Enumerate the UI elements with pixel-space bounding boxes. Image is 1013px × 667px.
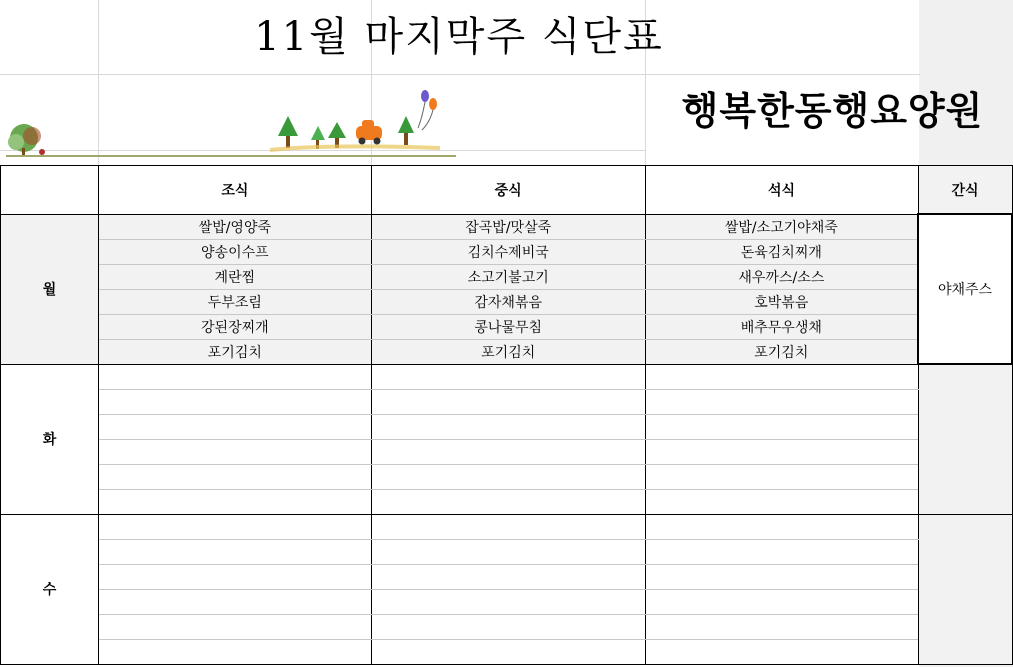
table-row	[1, 514, 1013, 539]
table-row	[1, 389, 1013, 414]
dinner-item[interactable]	[645, 464, 918, 489]
lunch-item[interactable]: 김치수제비국	[371, 239, 645, 264]
lunch-item[interactable]	[371, 589, 645, 614]
lunch-item[interactable]	[371, 389, 645, 414]
breakfast-item[interactable]	[98, 639, 371, 664]
table-row	[1, 564, 1013, 589]
bush-icon	[8, 124, 45, 156]
lunch-item[interactable]: 콩나물무침	[371, 314, 645, 339]
lunch-item[interactable]: 잡곡밥/맛살죽	[371, 214, 645, 239]
breakfast-item[interactable]	[98, 439, 371, 464]
lunch-item[interactable]	[371, 489, 645, 514]
organization-name[interactable]: 행복한동행요양원	[681, 89, 984, 133]
table-row	[1, 364, 1013, 389]
table-row	[1, 489, 1013, 514]
decorative-banner	[0, 78, 460, 164]
corner-cell[interactable]	[1, 166, 99, 215]
dinner-item[interactable]: 돈육김치찌개	[645, 239, 918, 264]
lunch-item[interactable]	[371, 614, 645, 639]
lunch-item[interactable]: 감자채볶음	[371, 289, 645, 314]
table-row	[1, 239, 1013, 264]
road-decoration	[270, 146, 440, 150]
breakfast-item[interactable]	[98, 489, 371, 514]
dinner-item[interactable]	[645, 364, 918, 389]
breakfast-item[interactable]: 쌀밥/영양죽	[98, 214, 371, 239]
table-row	[1, 264, 1013, 289]
breakfast-item[interactable]	[98, 589, 371, 614]
meal-header-3[interactable]: 간식	[918, 166, 1012, 215]
table-row	[1, 289, 1013, 314]
lunch-item[interactable]: 포기김치	[371, 339, 645, 364]
tree-icon	[328, 122, 346, 148]
dinner-item[interactable]	[645, 539, 918, 564]
lunch-item[interactable]	[371, 564, 645, 589]
dinner-item[interactable]	[645, 514, 918, 539]
tree-icon	[278, 116, 298, 148]
table-row	[1, 414, 1013, 439]
table-row	[1, 339, 1013, 364]
dinner-item[interactable]	[645, 439, 918, 464]
balloon-icon	[418, 90, 437, 130]
dinner-item[interactable]: 쌀밥/소고기야채죽	[645, 214, 918, 239]
breakfast-item[interactable]	[98, 539, 371, 564]
menu-table	[0, 165, 1013, 665]
dinner-item[interactable]	[645, 389, 918, 414]
table-row	[1, 639, 1013, 664]
breakfast-item[interactable]: 두부조림	[98, 289, 371, 314]
breakfast-item[interactable]	[98, 389, 371, 414]
lunch-item[interactable]	[371, 539, 645, 564]
dinner-item[interactable]	[645, 564, 918, 589]
table-row	[1, 439, 1013, 464]
lunch-item[interactable]: 소고기불고기	[371, 264, 645, 289]
dinner-item[interactable]	[645, 589, 918, 614]
dinner-item[interactable]	[645, 489, 918, 514]
breakfast-item[interactable]	[98, 364, 371, 389]
breakfast-item[interactable]	[98, 614, 371, 639]
dinner-item[interactable]: 호박볶음	[645, 289, 918, 314]
dinner-item[interactable]	[645, 414, 918, 439]
breakfast-item[interactable]	[98, 464, 371, 489]
dinner-item[interactable]: 새우까스/소스	[645, 264, 918, 289]
meal-header-1[interactable]: 중식	[371, 166, 645, 215]
snack-cell[interactable]	[918, 514, 1012, 664]
breakfast-item[interactable]: 계란찜	[98, 264, 371, 289]
table-row	[1, 539, 1013, 564]
header-row	[1, 166, 1013, 215]
lunch-item[interactable]	[371, 464, 645, 489]
gridline	[0, 74, 920, 75]
breakfast-item[interactable]	[98, 514, 371, 539]
tree-icon	[398, 116, 414, 145]
meal-header-2[interactable]: 석식	[645, 166, 918, 215]
snack-cell[interactable]: 야채주스	[918, 214, 1012, 364]
day-label[interactable]: 월	[1, 214, 99, 364]
breakfast-item[interactable]: 강된장찌개	[98, 314, 371, 339]
dinner-item[interactable]	[645, 614, 918, 639]
dinner-item[interactable]	[645, 639, 918, 664]
table-row	[1, 464, 1013, 489]
car-icon	[356, 120, 382, 145]
day-label[interactable]: 화	[1, 364, 99, 514]
dinner-item[interactable]: 포기김치	[645, 339, 918, 364]
breakfast-item[interactable]: 포기김치	[98, 339, 371, 364]
menu-title[interactable]: 11월 마지막주 식단표	[254, 14, 664, 60]
lunch-item[interactable]	[371, 639, 645, 664]
breakfast-item[interactable]: 양송이수프	[98, 239, 371, 264]
breakfast-item[interactable]	[98, 414, 371, 439]
meal-header-0[interactable]: 조식	[98, 166, 371, 215]
day-label[interactable]: 수	[1, 514, 99, 664]
dinner-item[interactable]: 배추무우생채	[645, 314, 918, 339]
table-row	[1, 214, 1013, 239]
table-row	[1, 614, 1013, 639]
table-row	[1, 314, 1013, 339]
lunch-item[interactable]	[371, 514, 645, 539]
lunch-item[interactable]	[371, 364, 645, 389]
snack-cell[interactable]	[918, 364, 1012, 514]
lunch-item[interactable]	[371, 414, 645, 439]
table-row	[1, 589, 1013, 614]
breakfast-item[interactable]	[98, 564, 371, 589]
lunch-item[interactable]	[371, 439, 645, 464]
